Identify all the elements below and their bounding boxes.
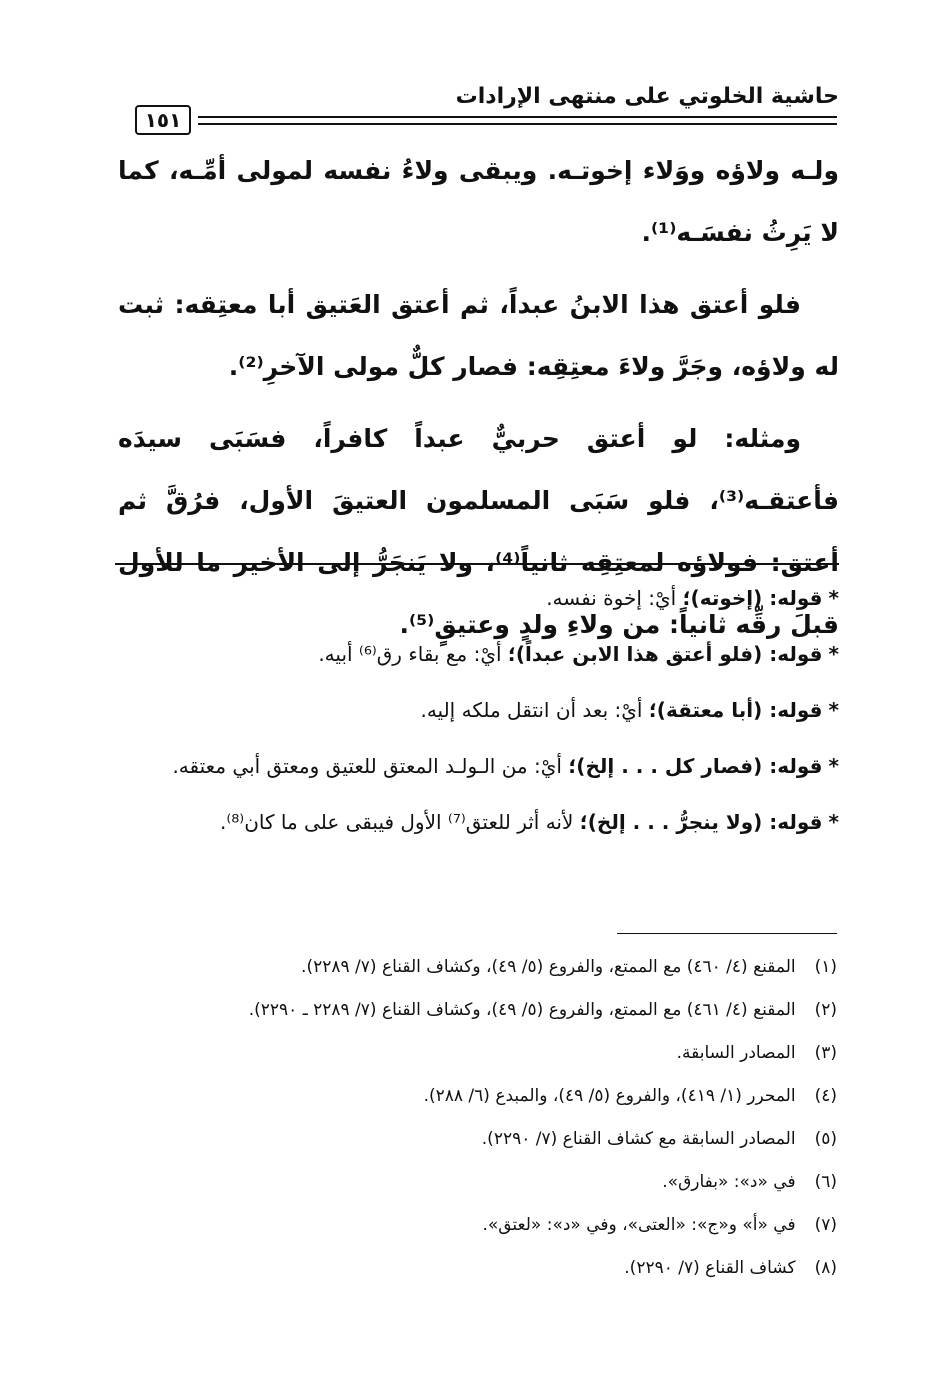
commentary-separator bbox=[115, 563, 839, 565]
footnote-number: (١) bbox=[814, 957, 837, 977]
footnote bbox=[118, 989, 837, 1032]
footnote-text: المصادر السابقة. bbox=[676, 1043, 796, 1063]
commentary-item bbox=[118, 794, 839, 850]
footnote bbox=[118, 1075, 837, 1118]
footnote bbox=[118, 1118, 837, 1161]
footnote-text: المصادر السابقة مع كشاف القناع (٧/ ٢٢٩٠). bbox=[481, 1129, 796, 1149]
footnote-number: (٢) bbox=[814, 1000, 837, 1020]
commentary-label: قوله: (ولا ينجرُّ . . . إلخ)؛ bbox=[579, 810, 823, 834]
footnote-number: (٨) bbox=[814, 1258, 837, 1278]
footnote-text: كشاف القناع (٧/ ٢٢٩٠). bbox=[624, 1258, 796, 1278]
footnote bbox=[118, 1247, 837, 1290]
footnotes-section bbox=[118, 946, 837, 1290]
bullet-star-icon: * bbox=[828, 810, 839, 834]
footnote-separator bbox=[617, 933, 837, 934]
header-double-rule bbox=[198, 116, 837, 125]
footnote-text: المقنع (٤/ ٤٦٠) مع الممتع، والفروع (٥/ ٤٩)، وكشاف القناع (٧/ ٢٢٨٩). bbox=[301, 957, 796, 977]
bullet-star-icon: * bbox=[828, 698, 839, 722]
footnote bbox=[118, 1032, 837, 1075]
bullet-star-icon: * bbox=[828, 642, 839, 666]
bullet-star-icon: * bbox=[828, 586, 839, 610]
footnote-number: (٣) bbox=[814, 1043, 837, 1063]
commentary-text: أيْ: إخوة نفسه. bbox=[546, 586, 677, 610]
footnote bbox=[118, 946, 837, 989]
commentary-text: أيْ: من الـولـد المعتق للعتيق ومعتق أبي معتقه. bbox=[172, 754, 562, 778]
footnote-number: (٧) bbox=[814, 1215, 837, 1235]
commentary-label: قوله: (فصار كل . . . إلخ)؛ bbox=[568, 754, 823, 778]
footnote-text: المقنع (٤/ ٤٦١) مع الممتع، والفروع (٥/ ٤٩)، وكشاف القناع (٧/ ٢٢٨٩ ـ ٢٢٩٠). bbox=[248, 1000, 796, 1020]
footnote bbox=[118, 1161, 837, 1204]
commentary-item bbox=[118, 682, 839, 738]
page-number-badge: ١٥١ bbox=[135, 105, 191, 135]
footnote bbox=[118, 1204, 837, 1247]
commentary-text: لأنه أثر للعتق⁽⁷⁾ الأول فيبقى على ما كان⁽⁸⁾. bbox=[219, 810, 574, 834]
commentary-text: أيْ: مع بقاء رق⁽⁶⁾ أبيه. bbox=[318, 642, 502, 666]
commentary-label: قوله: (فلو أعتق هذا الابن عبداً)؛ bbox=[507, 642, 823, 666]
bullet-star-icon: * bbox=[828, 754, 839, 778]
commentary-label: قوله: (إخوته)؛ bbox=[682, 586, 823, 610]
footnote-number: (٦) bbox=[814, 1172, 837, 1192]
footnote-number: (٥) bbox=[814, 1129, 837, 1149]
main-paragraph: ولـه ولاؤه ووَلاء إخوتـه. ويبقى ولاءُ نفسه لمولى أمِّـه، كما لا يَرِثُ نفسَـه⁽¹⁾. bbox=[118, 156, 839, 247]
main-paragraph: فلو أعتق هذا الابنُ عبداً، ثم أعتق العَتيق أبا معتِقه: ثبت له ولاؤه، وجَرَّ ولاءَ معتِقِه: فصار كلٌّ مولى الآخرِ⁽²⁾. bbox=[118, 290, 839, 381]
commentary-text: أيْ: بعد أن انتقل ملكه إليه. bbox=[420, 698, 643, 722]
commentary-item bbox=[118, 570, 839, 626]
commentary-item bbox=[118, 738, 839, 794]
commentary-label: قوله: (أبا معتقة)؛ bbox=[648, 698, 823, 722]
running-header-title: حاشية الخلوتي على منتهى الإرادات bbox=[455, 84, 839, 109]
commentary-item bbox=[118, 626, 839, 682]
footnote-text: المحرر (١/ ٤١٩)، والفروع (٥/ ٤٩)، والمبدع (٦/ ٢٨٨). bbox=[423, 1086, 796, 1106]
main-paragraph: ومثله: لو أعتق حربيٌّ عبداً كافراً، فسَبَى سيدَه فأعتقـه⁽³⁾، فلو سَبَى المسلمون العتيقَ الأول، فرُقَّ ثم أعتق: فولاؤه لمعتِقِه ثانياً⁽⁴⁾، ولا يَنجَرُّ إلى الأخير ما للأول قبلَ رقِّه ثانياً: من ولاءِ ولدٍ وعتيقٍ⁽⁵⁾. bbox=[118, 424, 839, 639]
footnote-text: في «د»: «بفارق». bbox=[662, 1172, 796, 1192]
footnote-text: في «أ» و«ج»: «العتى»، وفي «د»: «لعتق». bbox=[482, 1215, 796, 1235]
footnote-number: (٤) bbox=[814, 1086, 837, 1106]
commentary-section bbox=[118, 570, 839, 850]
